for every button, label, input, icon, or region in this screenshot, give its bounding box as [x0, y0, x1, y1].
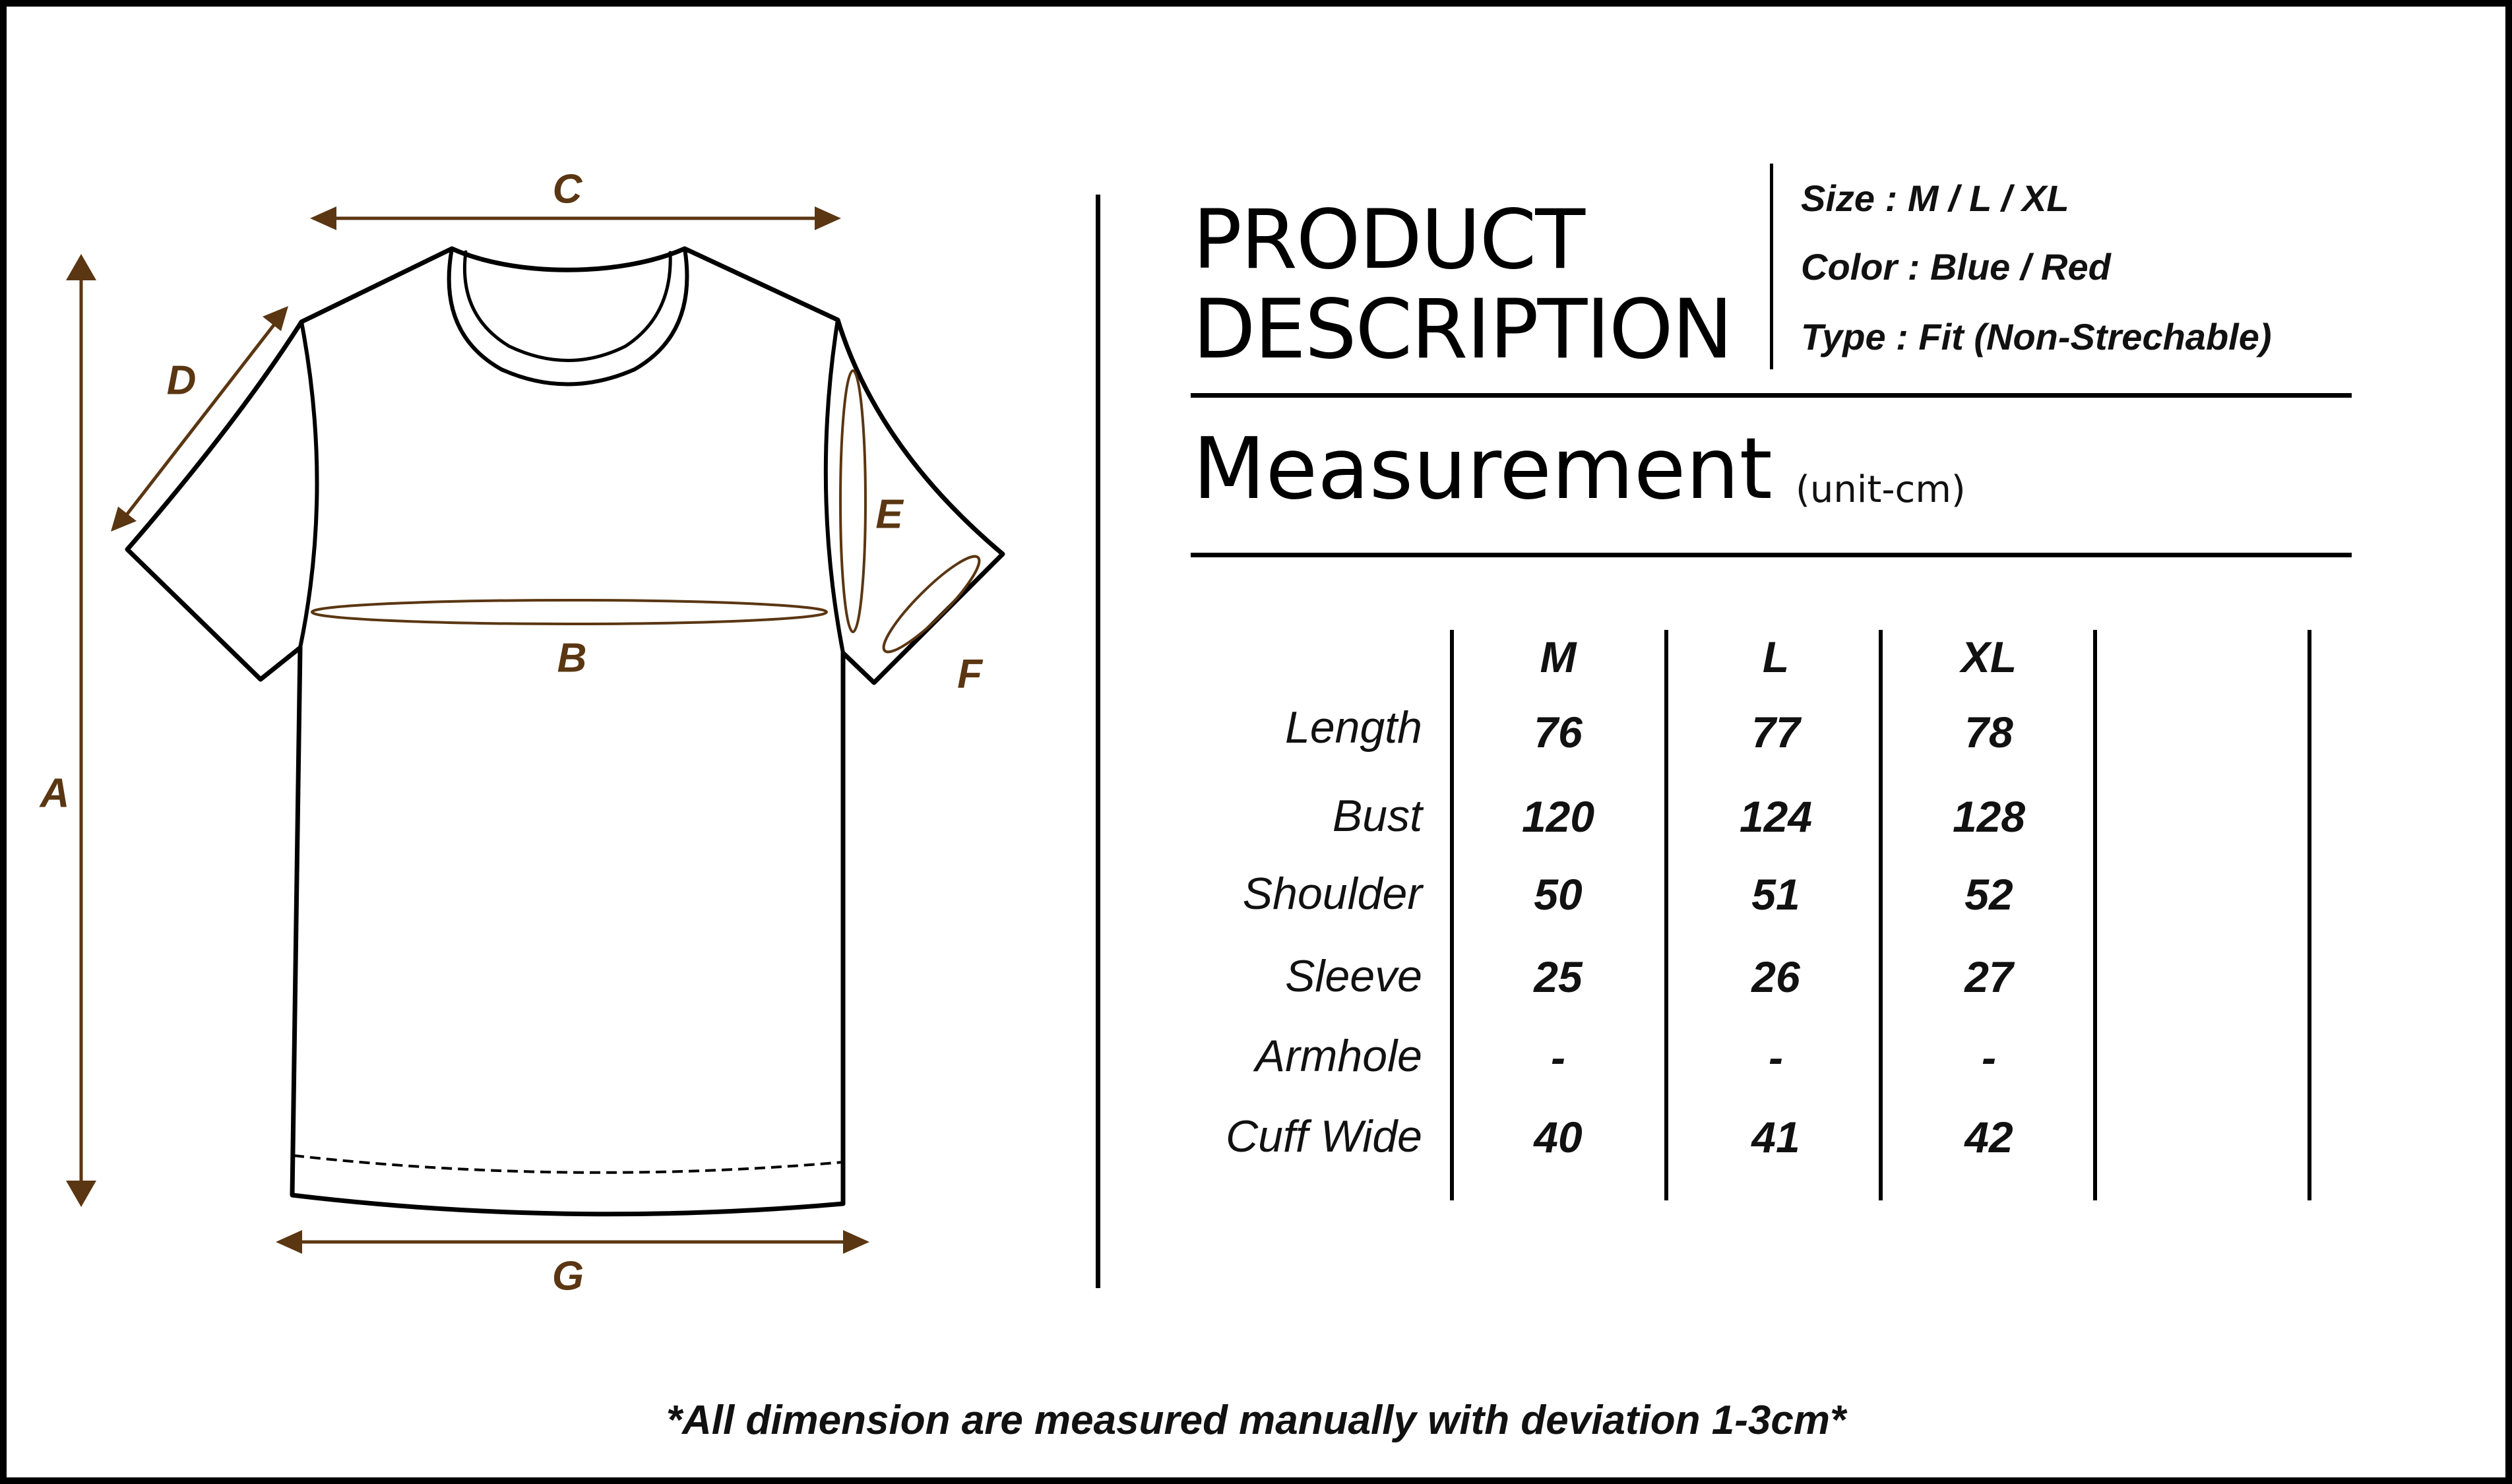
- table-cell: 128: [1952, 792, 2026, 841]
- dimension-e-ellipse: [840, 371, 865, 632]
- footnote: *All dimension are measured manually with deviation 1-3cm*: [666, 1398, 1846, 1443]
- left-armhole-seam: [300, 322, 317, 648]
- table-cell: 120: [1521, 792, 1595, 841]
- hem-stitch: [294, 1156, 843, 1173]
- table-cell: 27: [1964, 952, 2013, 1001]
- section-rule-top: [1191, 393, 2352, 398]
- table-cell: -: [1982, 1033, 1996, 1082]
- arrow-head-d-top: [263, 306, 288, 331]
- table-cell: 25: [1534, 952, 1583, 1001]
- dimension-f-ellipse: [875, 547, 989, 662]
- row-label-bust: Bust: [1332, 791, 1422, 841]
- arrow-head-c-left: [310, 206, 336, 230]
- row-label-cuff-wide: Cuff Wide: [1226, 1111, 1422, 1161]
- table-cell: 77: [1751, 708, 1800, 757]
- dimension-label-c: C: [552, 166, 582, 212]
- dimension-label-a: A: [40, 770, 70, 817]
- product-description-title-line2: DESCRIPTION: [1193, 282, 1732, 377]
- arrow-head-g-left: [276, 1230, 302, 1254]
- table-column-divider: [1664, 630, 1668, 1200]
- center-divider: [1096, 195, 1100, 1288]
- spec-size: Size : M / L / XL: [1801, 177, 2069, 219]
- dimension-label-e: E: [875, 491, 903, 538]
- measurement-unit: (unit-cm): [1796, 468, 1966, 511]
- column-header-xl: XL: [1961, 633, 2017, 681]
- arrow-head-a-top: [66, 254, 96, 280]
- section-rule-bottom: [1191, 553, 2352, 557]
- row-label-armhole: Armhole: [1255, 1031, 1422, 1081]
- table-column-divider: [2308, 630, 2311, 1200]
- tshirt-diagram: [0, 0, 1088, 1484]
- table-cell: 78: [1964, 708, 2013, 757]
- tshirt-outline: [127, 249, 1003, 1214]
- dimension-label-g: G: [551, 1253, 584, 1299]
- dimension-d-line: [121, 317, 280, 522]
- table-cell: 51: [1751, 870, 1800, 919]
- dimension-b-ellipse: [312, 600, 827, 624]
- row-label-sleeve: Sleeve: [1285, 951, 1422, 1001]
- table-cell: 124: [1739, 792, 1813, 841]
- title-divider: [1770, 164, 1773, 369]
- table-column-divider: [2093, 630, 2097, 1200]
- column-header-l: L: [1762, 633, 1790, 681]
- table-cell: 41: [1751, 1113, 1800, 1161]
- product-description-title-line1: PRODUCT: [1193, 193, 1585, 288]
- column-header-m: M: [1540, 633, 1577, 681]
- table-cell: -: [1769, 1033, 1783, 1082]
- table-cell: 50: [1534, 870, 1583, 919]
- table-cell: 52: [1964, 870, 2013, 919]
- dimension-label-f: F: [957, 651, 982, 697]
- arrow-head-a-bottom: [66, 1181, 96, 1207]
- table-cell: 42: [1964, 1113, 2013, 1161]
- arrow-head-g-right: [843, 1230, 869, 1254]
- table-cell: 26: [1751, 952, 1800, 1001]
- spec-color: Color : Blue / Red: [1801, 246, 2111, 288]
- arrow-head-d-bottom: [111, 507, 137, 532]
- table-column-divider: [1450, 630, 1454, 1200]
- table-cell: 76: [1534, 708, 1583, 757]
- table-cell: -: [1551, 1033, 1565, 1082]
- table-cell: 40: [1534, 1113, 1583, 1161]
- table-column-divider: [1879, 630, 1883, 1200]
- measurement-title: Measurement: [1193, 420, 1773, 518]
- spec-type: Type : Fit (Non-Strechable): [1801, 316, 2272, 357]
- arrow-head-c-right: [815, 206, 841, 230]
- row-label-length: Length: [1285, 702, 1422, 753]
- dimension-label-d: D: [166, 357, 197, 404]
- row-label-shoulder: Shoulder: [1242, 869, 1422, 919]
- dimension-label-b: B: [557, 635, 587, 681]
